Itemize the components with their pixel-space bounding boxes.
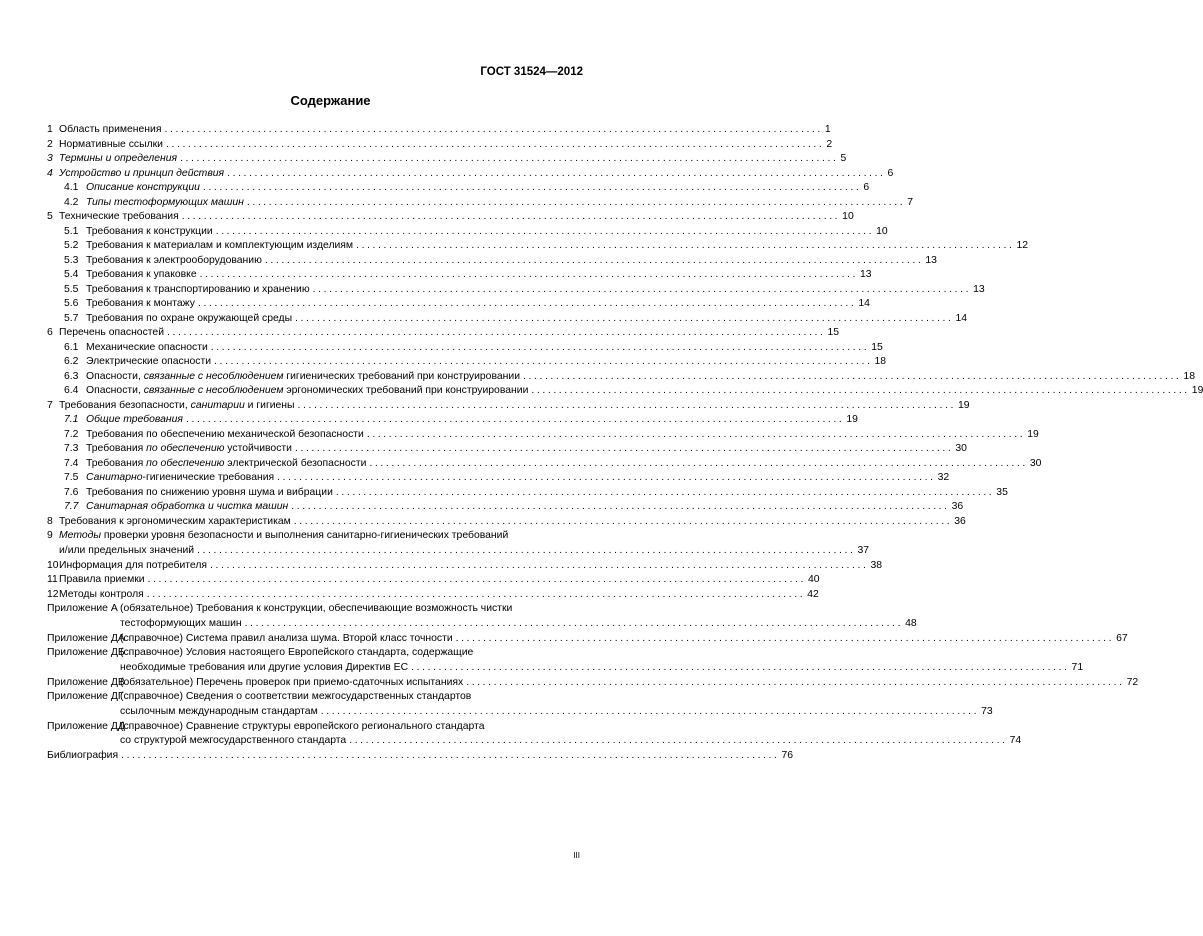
dot-leader: ........................................................................................................................ (349, 735, 1008, 746)
toc-title-text: Требования по обеспечению механической безопасности (86, 428, 364, 440)
toc-entry-page: 12 (1016, 240, 1029, 251)
toc-entry-number: 3 (47, 153, 53, 164)
toc-title-text: Механические опасности (86, 341, 208, 353)
toc-entry-title (120, 661, 408, 675)
toc-entry[interactable] (47, 339, 883, 354)
toc-entry-page: 6 (863, 182, 870, 193)
toc-entry[interactable] (47, 397, 970, 412)
toc-entry-page: 18 (874, 356, 887, 367)
toc-entry-number: 5.3 (64, 254, 79, 266)
toc-entry[interactable] (47, 208, 854, 223)
toc-title-text: и/или предельных значений (59, 544, 195, 556)
dot-leader: ........................................................................................................................ (214, 356, 873, 367)
toc-title-text: санитарии (190, 399, 245, 411)
dot-leader: ........................................................................................................................ (295, 312, 954, 324)
toc-entry[interactable] (47, 688, 993, 718)
toc-entry-page: 72 (1126, 676, 1139, 688)
toc-entry-page: 37 (857, 544, 870, 556)
toc-title-text: Общие требования (86, 414, 183, 425)
dot-leader: ........................................................................................................................ (356, 240, 1015, 251)
toc-entry[interactable] (47, 223, 888, 238)
toc-entry-number: 7.3 (64, 443, 79, 454)
toc-entry-number: 7.6 (64, 486, 79, 498)
toc-entry[interactable] (47, 353, 887, 368)
toc-title-text: Библиография (47, 750, 119, 761)
dot-leader: ........................................................................................................................ (411, 661, 1070, 673)
toc-title-text: и гигиены (244, 399, 295, 411)
toc-entry-number: Приложение ДВ (47, 676, 125, 688)
toc-entry-number: 6 (47, 327, 53, 338)
toc-entry[interactable] (47, 527, 870, 557)
toc-entry-page: 35 (996, 486, 1008, 498)
toc-title-text: Требования (86, 443, 147, 454)
toc-entry-number: 5.1 (64, 225, 79, 237)
toc-title-text: Требования к конструкции (86, 225, 213, 237)
dot-leader: ........................................................................................................................ (312, 283, 972, 295)
toc-title-text: необходимые требования или другие условия Директив ЕС (120, 661, 409, 673)
toc-title-text: Правила приемки (59, 574, 145, 585)
dot-leader: ........................................................................................................................ (197, 544, 856, 556)
dot-leader: ........................................................................................................................ (210, 341, 870, 353)
toc-entry-number: 12 (47, 588, 59, 600)
toc-entry-title (120, 705, 318, 719)
toc-entry-page: 19 (1191, 385, 1203, 396)
toc-title-text: (справочное) Сведения о соответствии межгосударственных стандартов (120, 691, 472, 702)
toc-title-text: (обязательное) Требования к конструкции, обеспечивающие возможность чистки (120, 603, 513, 614)
toc-entry[interactable] (47, 718, 1022, 748)
toc-entry-page: 10 (842, 211, 854, 222)
toc-entry-page: 30 (1029, 457, 1042, 469)
toc-entry-page: 13 (860, 269, 872, 280)
toc-entry-number: 10 (47, 559, 59, 571)
toc-entry-page: 1 (824, 124, 831, 135)
toc-title-text: Санитарная обработка и чистка машин (86, 501, 289, 512)
toc-title-text: Требования по охране окружающей среды (86, 312, 293, 324)
dot-leader: ........................................................................................................................ (531, 385, 1190, 396)
toc-title-text: по обеспечению (146, 457, 225, 469)
toc-entry-page: 19 (957, 399, 970, 411)
toc-title-text: тестоформующих машин (120, 617, 242, 629)
toc-entry-page: 36 (951, 501, 964, 512)
toc-entry-title (59, 544, 194, 558)
toc-entry-page: 15 (871, 341, 883, 353)
toc-entry[interactable] (47, 557, 883, 572)
toc-entry-title (120, 734, 346, 748)
toc-entry-page: 14 (955, 312, 968, 324)
toc-title-text: проверки уровня безопасности и выполнения санитарно-гигиенических требований (101, 530, 509, 541)
dot-leader: ........................................................................................................................ (291, 501, 950, 512)
toc-entry-number: 6.1 (64, 341, 79, 353)
toc-entry-number: Приложение ДА (47, 632, 125, 644)
toc-entry-number: 5 (47, 211, 53, 222)
toc-entry-page: 19 (1027, 428, 1039, 440)
dot-leader: ........................................................................................................................ (523, 370, 1182, 382)
toc-entry-number: 4 (47, 167, 53, 179)
page-title: Содержание (290, 93, 371, 108)
toc-title-text: Санитарно (86, 472, 143, 483)
toc-entry[interactable] (47, 411, 858, 426)
toc-entry-number: 7.1 (64, 414, 79, 425)
toc-title-text: гигиенических требований при конструировании (283, 370, 520, 382)
toc-entry-number: 5.5 (64, 283, 79, 295)
toc-entry[interactable] (47, 165, 894, 180)
toc-entry-number: 6.3 (64, 370, 79, 382)
toc-entry-number: 7.7 (64, 501, 79, 512)
toc-entry-page: 71 (1071, 661, 1084, 673)
dot-leader: ........................................................................................................................ (202, 182, 862, 193)
toc-entry[interactable] (47, 440, 967, 455)
dot-leader: ........................................................................................................................ (246, 196, 906, 208)
toc-entry-page: 48 (905, 617, 917, 629)
dot-leader: ........................................................................................................................ (244, 617, 904, 629)
toc-title-text: Методы (59, 530, 102, 541)
toc-entry-page: 42 (807, 588, 819, 600)
dot-leader: ........................................................................................................................ (197, 298, 857, 309)
toc-title-text: устойчивости (224, 443, 292, 454)
toc-entry-title (120, 617, 242, 631)
dot-leader: ........................................................................................................................ (164, 124, 823, 135)
toc-entry[interactable] (47, 513, 966, 528)
toc-entry[interactable] (47, 150, 847, 165)
toc-title-text: Требования к материалам и комплектующим изделиям (86, 240, 354, 251)
toc-entry-number: 4.2 (64, 196, 79, 208)
toc-title-text: Требования к эргономическим характеристикам (59, 515, 291, 527)
toc-entry-number: Приложение ДБ (47, 647, 125, 658)
toc-entry-page: 6 (887, 167, 894, 179)
toc-title-text: ссылочным международным стандартам (120, 705, 318, 717)
toc-entry-page: 32 (937, 472, 950, 483)
toc-entry-number: 9 (47, 530, 53, 541)
toc-entry-title-line1 (120, 720, 484, 734)
dot-leader: ........................................................................................................................ (335, 486, 995, 498)
toc-entry[interactable] (47, 571, 820, 586)
toc-title-text: (справочное) Сравнение структуры европейского регионального стандарта (120, 720, 485, 732)
toc-entry-page: 5 (840, 153, 847, 164)
dot-leader: ........................................................................................................................ (180, 153, 839, 164)
dot-leader: ........................................................................................................................ (466, 676, 1125, 688)
toc-entry-page: 2 (826, 138, 833, 150)
toc-entry-number: 5.6 (64, 298, 79, 309)
dot-leader: ........................................................................................................................ (210, 559, 869, 571)
toc-entry-number: 4.1 (64, 182, 79, 193)
toc-entry-number: 2 (47, 138, 53, 150)
toc-title-text: Устройство и принцип действия (59, 167, 225, 179)
toc-entry-number: 11 (47, 574, 58, 585)
dot-leader: ........................................................................................................................ (369, 457, 1028, 469)
dot-leader: ........................................................................................................................ (320, 705, 980, 717)
toc-entry-page: 19 (846, 414, 858, 425)
toc-entry[interactable] (47, 179, 870, 194)
toc-title-text: Требования к монтажу (86, 298, 195, 309)
toc-entry-page: 10 (876, 225, 888, 237)
toc-title-text: Опасности, (86, 385, 144, 396)
toc-entry[interactable] (47, 426, 1039, 441)
toc-title-text: эргономических требований при конструировании (283, 385, 529, 396)
toc-title-text: со структурой межгосударственного стандарта (120, 735, 347, 746)
toc-entry-page: 40 (807, 574, 820, 585)
toc-entry-number: Приложение ДД (47, 720, 125, 732)
toc-entry[interactable] (47, 586, 819, 601)
toc-entry-page: 30 (955, 443, 967, 454)
toc-entry-page: 14 (858, 298, 870, 309)
toc-title-text: связанные с несоблюдением (143, 370, 284, 382)
toc-entry[interactable] (47, 600, 917, 630)
dot-leader: ........................................................................................................................ (147, 574, 806, 585)
toc-entry-number: 7.4 (64, 457, 79, 469)
toc-entry[interactable] (47, 324, 839, 339)
toc-entry-number: 7 (47, 399, 53, 411)
toc-entry-number: 1 (47, 124, 53, 135)
toc-entry-number: 8 (47, 515, 53, 527)
toc-title-text: Требования по снижению уровня шума и вибрации (86, 486, 333, 498)
toc-title-text: Методы контроля (59, 588, 144, 600)
toc-entry-title-line1 (59, 529, 508, 543)
toc-entry-page: 73 (981, 705, 993, 717)
toc-entry[interactable] (47, 310, 968, 325)
toc-entry[interactable] (47, 455, 1042, 470)
toc-title-text: связанные с несоблюдением (143, 385, 284, 396)
dot-leader: ........................................................................................................................ (455, 632, 1115, 644)
toc-title-text: Информация для потребителя (59, 559, 208, 571)
toc-title-text: Опасности, (86, 370, 144, 382)
dot-leader: ........................................................................................................................ (185, 414, 845, 425)
table-of-contents (47, 121, 1203, 762)
toc-entry-number: 5.2 (64, 240, 79, 251)
toc-entry[interactable] (47, 121, 831, 136)
toc-title-text: Типы тестоформующих машин (86, 196, 244, 208)
toc-entry[interactable] (47, 644, 1084, 674)
toc-entry[interactable] (47, 469, 950, 484)
toc-entry-title-line1 (120, 602, 512, 616)
toc-entry-page: 38 (870, 559, 883, 571)
toc-entry-page: 74 (1009, 735, 1022, 746)
toc-title-text: Нормативные ссылки (59, 138, 163, 150)
toc-entry-number: Приложение А (47, 603, 118, 614)
toc-title-text: Технические требования (59, 211, 179, 222)
toc-entry-page: 13 (973, 283, 985, 295)
toc-title-text: Перечень опасностей (59, 327, 165, 338)
toc-entry[interactable] (47, 630, 1128, 645)
toc-entry[interactable] (47, 194, 914, 209)
toc-entry-page: 76 (781, 750, 794, 761)
toc-entry[interactable] (47, 368, 1195, 383)
toc-entry-number: Приложение ДГ (47, 691, 124, 702)
toc-entry-page: 67 (1116, 632, 1128, 644)
dot-leader: ........................................................................................................................ (146, 588, 806, 600)
toc-title-text: -гигиенические требования (142, 472, 275, 483)
toc-title-text: (справочное) Система правил анализа шума. Второй класс точности (120, 632, 453, 644)
toc-entry-page: 36 (954, 515, 966, 527)
dot-leader: ........................................................................................................................ (264, 254, 924, 266)
toc-entry[interactable] (47, 136, 833, 151)
toc-entry-title (47, 749, 118, 763)
toc-entry-page: 15 (827, 327, 839, 338)
toc-title-text: Термины и определения (59, 153, 178, 164)
toc-entry-page: 18 (1183, 370, 1195, 382)
toc-title-text: Описание конструкции (86, 182, 200, 193)
dot-leader: ........................................................................................................................ (215, 225, 875, 237)
toc-entry-page: 7 (907, 196, 914, 208)
toc-title-text: Область применения (59, 124, 162, 135)
dot-leader: ........................................................................................................................ (366, 428, 1026, 440)
toc-entry-number: 5.7 (64, 312, 79, 324)
toc-entry-number: 5.4 (64, 269, 79, 280)
toc-entry[interactable] (47, 382, 1203, 397)
toc-title-text: Требования к транспортированию и хранению (86, 283, 310, 295)
toc-entry-number: 6.2 (64, 356, 79, 367)
dot-leader: ........................................................................................................................ (227, 167, 886, 179)
standard-code: ГОСТ 31524—2012 (480, 66, 583, 78)
toc-title-text: Требования к упаковке (86, 269, 197, 280)
toc-entry[interactable] (47, 747, 794, 762)
toc-entry-number: 7.5 (64, 472, 79, 483)
toc-title-text: Требования к электрооборудованию (86, 254, 262, 266)
page-number: III (573, 851, 580, 860)
toc-entry[interactable] (47, 266, 872, 281)
toc-entry-page: 13 (925, 254, 937, 266)
dot-leader: ........................................................................................................................ (297, 399, 956, 411)
toc-entry[interactable] (47, 498, 964, 513)
dot-leader: ........................................................................................................................ (121, 750, 780, 761)
toc-entry[interactable] (47, 295, 870, 310)
toc-title-text: (справочное) Условия настоящего Европейского стандарта, содержащие (120, 647, 474, 658)
toc-entry[interactable] (47, 484, 1008, 499)
toc-title-text: (обязательное) Перечень проверок при приемо-сдаточных испытаниях (120, 676, 464, 688)
toc-title-text: электрической безопасности (224, 457, 367, 469)
toc-entry-title-line1 (120, 646, 473, 660)
dot-leader: ........................................................................................................................ (294, 443, 954, 454)
toc-entry-title-line1 (120, 690, 471, 704)
toc-entry[interactable] (47, 252, 937, 267)
dot-leader: ........................................................................................................................ (167, 327, 826, 338)
toc-title-text: Электрические опасности (86, 356, 212, 367)
dot-leader: ........................................................................................................................ (165, 138, 825, 150)
toc-title-text: по обеспечению (146, 443, 225, 454)
toc-title-text: Требования безопасности, (59, 399, 191, 411)
toc-title-text: Требования (86, 457, 147, 469)
dot-leader: ........................................................................................................................ (199, 269, 859, 280)
dot-leader: ........................................................................................................................ (181, 211, 841, 222)
toc-entry-number: 7.2 (64, 428, 79, 440)
toc-entry[interactable] (47, 237, 1029, 252)
toc-entry-number: 6.4 (64, 385, 79, 396)
dot-leader: ........................................................................................................................ (277, 472, 936, 483)
toc-entry[interactable] (47, 674, 1139, 689)
toc-entry[interactable] (47, 281, 985, 296)
dot-leader: ........................................................................................................................ (293, 515, 953, 527)
